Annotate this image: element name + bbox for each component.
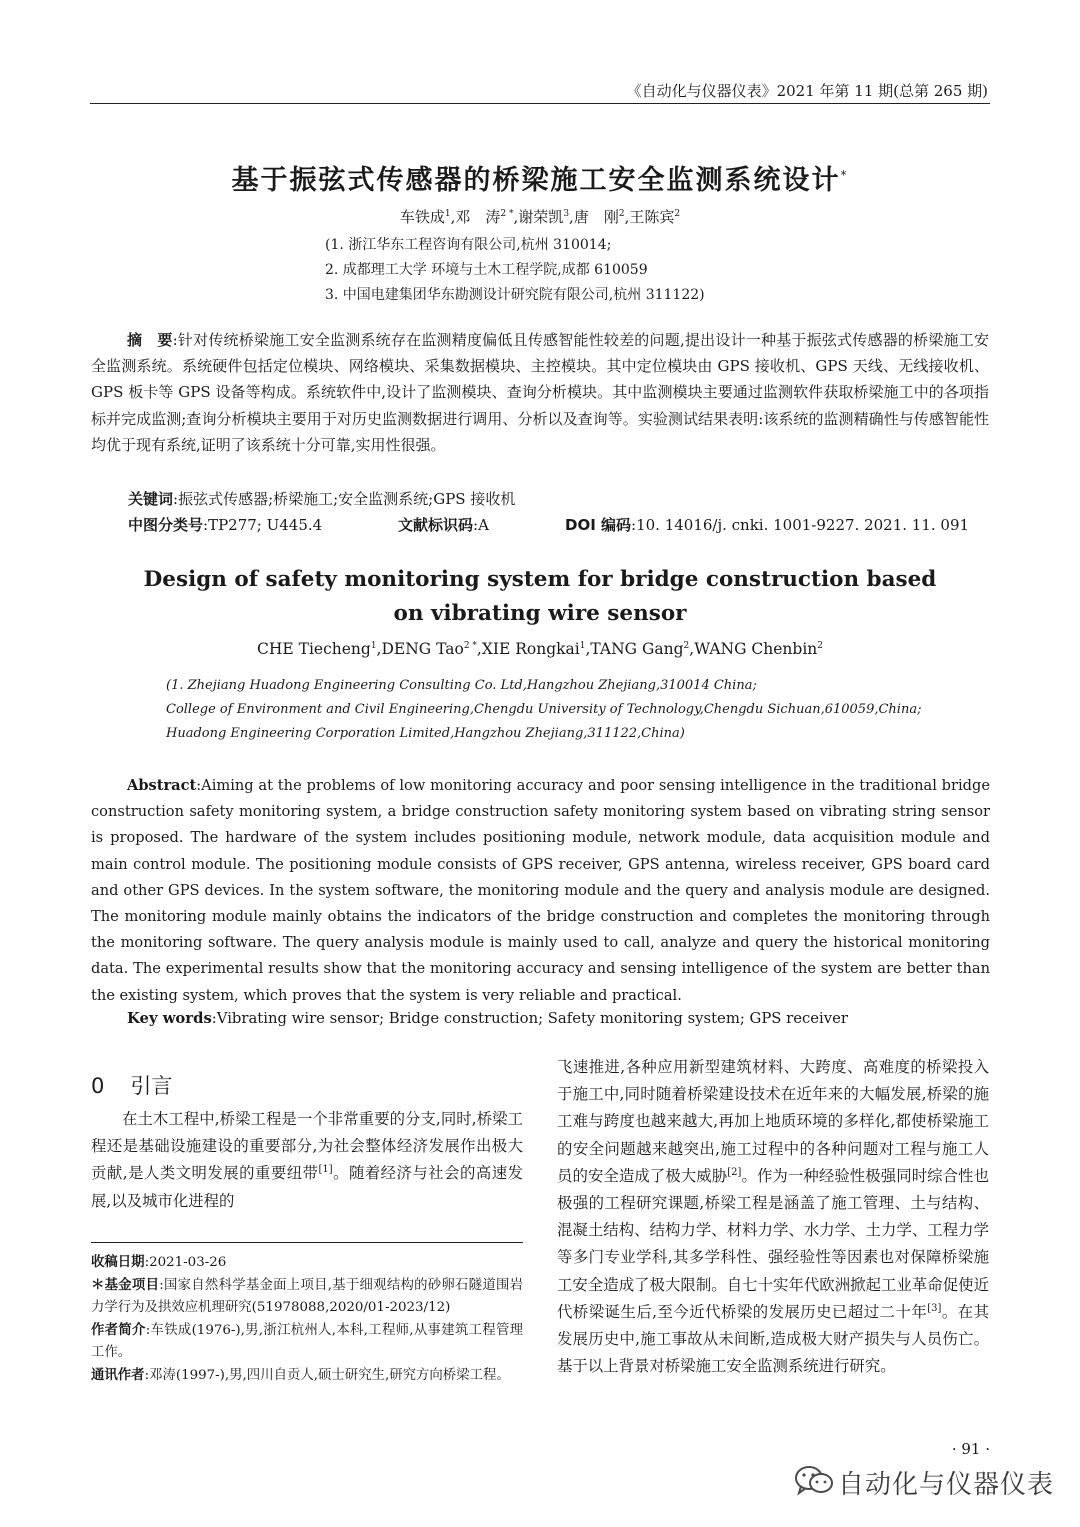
author-sep: ,	[585, 640, 591, 658]
author-sep: ,	[513, 208, 519, 226]
page-number: · 91 ·	[951, 1440, 990, 1458]
author-en: TANG Gang	[590, 640, 684, 658]
author-en: WANG Chenbin	[694, 640, 818, 658]
header-rule	[90, 103, 990, 104]
footnote-rule	[91, 1242, 523, 1243]
footnote-text: :车铁成(1976-),男,浙江杭州人,本科,工程师,从事建筑工程管理工作。	[91, 1322, 524, 1360]
author-sep: ,	[476, 640, 482, 658]
doi-code	[565, 514, 969, 535]
body-text: 。随着经济与社会的高速发展,以及城市化进程的	[91, 1164, 523, 1210]
abstract-cn-text: :针对传统桥梁施工安全监测系统存在监测精度偏低且传感智能性较差的问题,提出设计一种基于振弦式传感器的桥梁施工安全监测系统。系统硬件包括定位模块、网络模块、采集数据模块、主控模块。其中定位模块由 GPS 接收机、GPS 天线、无线接收机、GPS 板卡等 GPS 设备等构成。系统软件中,设计了监测模块、查询分析模块。其中监测模块主要通过监测软件获取桥梁施工中的各项指标并完成监测;查询分析模块主要用于对历史监测数据进行调用、分析以及查询等。实验测试结果表明:该系统的监测精确性与传感智能性均优于现有系统,证明了该系统十分可靠,实用性很强。	[91, 331, 989, 454]
wechat-watermark	[790, 1458, 1060, 1506]
footnote-text: :邓涛(1997-),男,四川自贡人,硕士研究生,研究方向桥梁工程。	[144, 1367, 510, 1383]
affiliation-en: College of Environment and Civil Engineering,Chengdu University of Technology,Chengdu Sichuan,610059,China;	[166, 702, 922, 717]
author-en-sup: 2	[683, 640, 690, 651]
author-cn: 邓 涛	[455, 208, 501, 226]
keywords-en-label: Key words	[127, 1010, 212, 1027]
body-text: 。作为一种经验性极强同时综合性也极强的工程研究课题,桥梁工程是涵盖了施工管理、土与结构、混凝土结构、结构力学、材料力学、水力学、土力学、工程力学等多门专业学科,其多学科性、强经验性等因素也对保障桥梁施工安全造成了极大限制。自七十实年代欧洲掀起工业革命促使近代桥梁诞生后,至今近代桥梁的发展历史已超过二十年	[557, 1166, 989, 1321]
keywords-chinese	[128, 488, 515, 509]
title-english	[0, 563, 1080, 631]
doi-value: :10. 14016/j. cnki. 1001-9227. 2021. 11. 091	[631, 516, 970, 534]
body-text: 。在其发展历史中,施工事故从未间断,造成极大财产损失与人员伤亡。基于以上背景对桥梁施工安全监测系统进行研究。	[557, 1302, 989, 1376]
author-en-sup: 1	[370, 640, 377, 651]
doc-code	[398, 514, 489, 535]
author-en: DENG Tao	[381, 640, 464, 658]
author-cn-sup: 3	[563, 209, 570, 219]
citation: [3]	[927, 1302, 942, 1314]
author-cn: 谢荣凯	[518, 208, 564, 226]
body-text: 飞速推进,各种应用新型建筑材料、大跨度、高难度的桥梁投入于施工中,同时随着桥梁建设技术在近年来的大幅发展,桥梁的施工难与跨度也越来越大,再加上地质环境的多样化,都使桥梁施工的安全问题越来越突出,施工过程中的各种问题对工程与施工人员的安全造成了极大威胁	[557, 1058, 989, 1185]
author-cn-sup: 2	[674, 209, 681, 219]
section-title: 引言	[130, 1074, 173, 1098]
affiliation-en: (1. Zhejiang Huadong Engineering Consulting Co. Ltd,Hangzhou Zhejiang,310014 China;	[166, 678, 757, 693]
footnotes	[91, 1252, 523, 1387]
classification-line	[128, 514, 322, 535]
affiliation-cn: 2. 成都理工大学 环境与土木工程学院,成都 610059	[325, 262, 648, 278]
author-en: CHE Tiecheng	[256, 640, 371, 658]
keywords-cn-text: :振弦式传感器;桥梁施工;安全监测系统;GPS 接收机	[173, 490, 516, 508]
footnote-text: :2021-03-26	[144, 1255, 227, 1270]
keywords-cn-label: 关键词	[128, 490, 174, 508]
footnote-corresponding	[91, 1365, 523, 1388]
keywords-english	[127, 1010, 848, 1027]
body-right-column	[557, 1054, 989, 1380]
footnote-label: 收稿日期	[91, 1255, 145, 1270]
title-en-line2: on vibrating wire sensor	[393, 601, 687, 626]
doc-value: :A	[473, 516, 489, 534]
footnote-fund	[91, 1275, 523, 1320]
footnote-author	[91, 1320, 523, 1365]
abstract-english	[91, 773, 990, 1009]
author-sep: ,	[624, 208, 630, 226]
section-number: 0	[91, 1074, 105, 1098]
affiliation-cn: (1. 浙江华东工程咨询有限公司,杭州 310014;	[325, 237, 612, 253]
abstract-cn-label: 摘 要	[127, 331, 173, 349]
footnote-label: 通讯作者	[91, 1367, 145, 1383]
author-en-sup: 2	[817, 640, 824, 651]
author-sep: ,	[376, 640, 382, 658]
clc-label: 中图分类号	[128, 516, 204, 534]
footnote-text: :国家自然科学基金面上项目,基于细观结构的砂卵石隧道围岩力学行为及拱效应机理研究(51978088,2020/01-2023/12)	[91, 1277, 523, 1315]
footnote-label: ＊基金项目	[91, 1277, 160, 1293]
citation: [2]	[727, 1166, 742, 1178]
watermark-text: 自动化与仪器仪表	[838, 1470, 1055, 1500]
author-cn-sup: 2	[618, 209, 625, 219]
affiliation-cn: 3. 中国电建集团华东勘测设计研究院有限公司,杭州 311122)	[325, 287, 705, 303]
author-cn-sup: 2 *	[500, 209, 514, 219]
title-chinese-text: 基于振弦式传感器的桥梁施工安全监测系统设计	[231, 165, 841, 196]
footnote-received	[91, 1252, 523, 1275]
title-en-line1: Design of safety monitoring system for bridge construction based	[143, 567, 937, 592]
author-cn-sup: 1	[444, 209, 451, 219]
abstract-chinese	[91, 327, 989, 458]
authors-english	[0, 640, 1080, 658]
journal-header: 《自动化与仪器仪表》2021 年第 11 期(总第 265 期)	[626, 82, 988, 100]
title-footnote-mark: *	[840, 168, 849, 182]
doc-label: 文献标识码	[398, 516, 474, 534]
authors-chinese	[0, 206, 1080, 227]
author-sep: ,	[689, 640, 695, 658]
clc-value: :TP277; U445.4	[203, 516, 323, 534]
doi-label: DOI 编码	[565, 516, 632, 534]
body-text: 在土木工程中,桥梁工程是一个非常重要的分支,同时,桥梁工程还是基础设施建设的重要部分,为社会整体经济发展作出极大贡献,是人类文明发展的重要纽带	[91, 1110, 523, 1183]
keywords-en-text: :Vibrating wire sensor; Bridge construction; Safety monitoring system; GPS receiver	[211, 1010, 848, 1027]
body-left-column	[91, 1106, 523, 1215]
author-sep: ,	[569, 208, 574, 226]
author-cn: 唐 刚	[573, 208, 619, 226]
author-sep: ,	[450, 208, 456, 226]
affiliation-en: Huadong Engineering Corporation Limited,Hangzhou Zhejiang,311122,China)	[166, 726, 685, 741]
wechat-icon	[794, 1464, 834, 1498]
footnote-label: 作者简介	[91, 1322, 146, 1338]
author-en-sup: 1	[579, 640, 586, 651]
citation: [1]	[318, 1164, 333, 1176]
author-cn: 车铁成	[399, 208, 445, 226]
abstract-en-label: Abstract	[127, 777, 197, 794]
title-chinese	[0, 158, 1080, 197]
author-en: XIE Rongkai	[481, 640, 580, 658]
author-en-sup: 2 *	[463, 640, 477, 651]
author-cn: 王陈宾	[629, 208, 675, 226]
section-heading	[91, 1070, 172, 1100]
abstract-en-text: :Aiming at the problems of low monitoring accuracy and poor sensing intelligence in the traditional bridge construction safety monitoring system, a bridge construction safety monitoring system based on vibrating string sensor is proposed. The hardware of the system includes positioning module, network module, data acquisition module and main control module. The positioning module consists of GPS receiver, GPS antenna, wireless receiver, GPS board card and other GPS devices. In the system software, the monitoring module and the query and analysis module are designed. The monitoring module mainly obtains the indicators of the bridge construction and completes the monitoring through the monitoring software. The query analysis module is mainly used to call, analyze and query the historical monitoring data. The experimental results show that the monitoring accuracy and sensing intelligence of the system are better than the existing system, which proves that the system is very reliable and practical.	[91, 777, 990, 1004]
